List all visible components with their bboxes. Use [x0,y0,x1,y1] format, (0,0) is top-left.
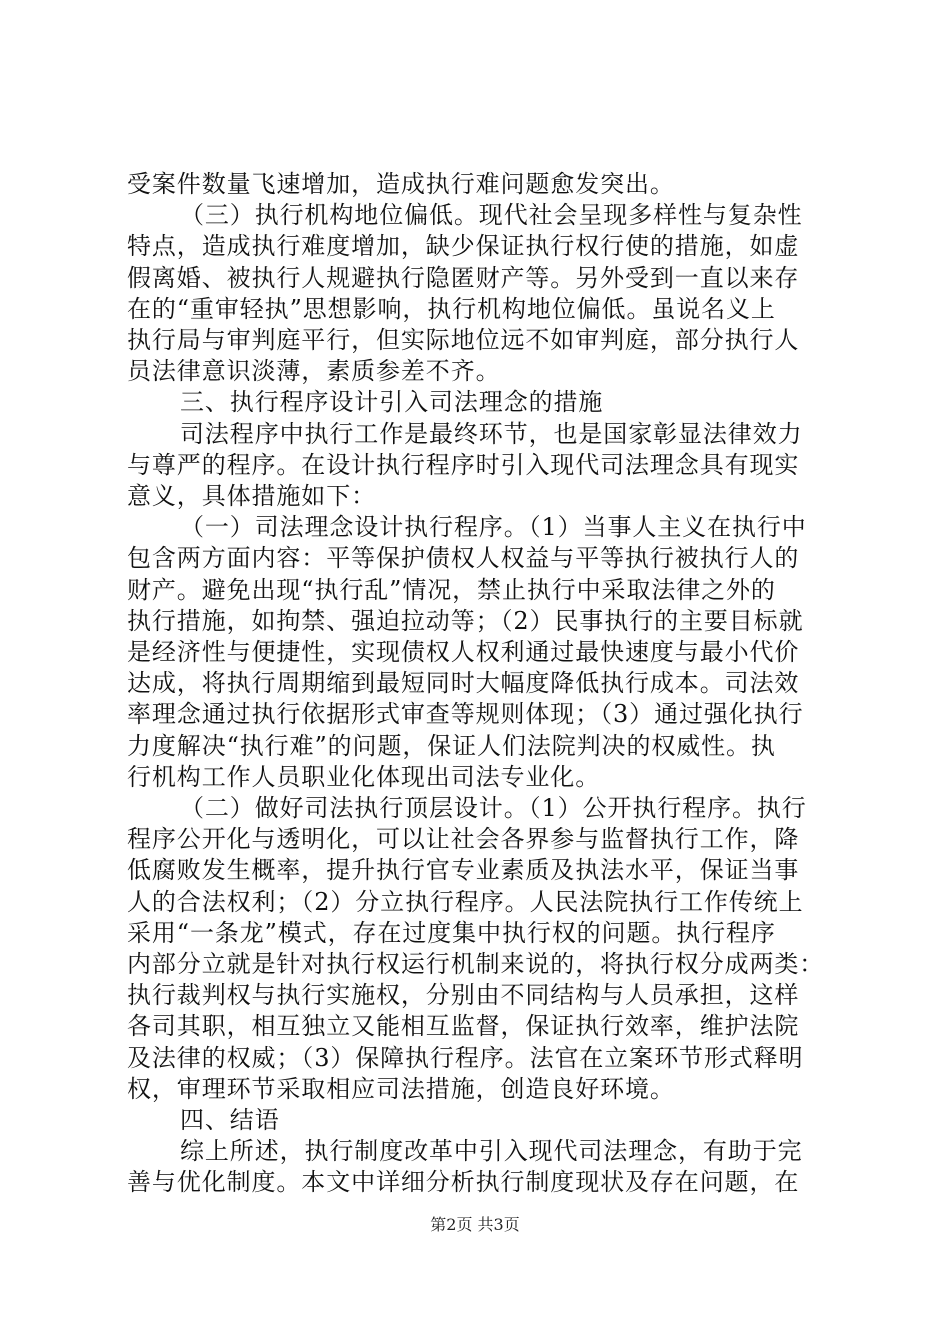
line-text: 是经济性与便捷性，实现债权人权利通过最快速度与最小代价 [127,638,800,666]
line-text: 司法程序中执行工作是最终环节，也是国家彰显法律效力 [180,419,803,448]
line-text: 包含两方面内容：平等保护债权人权益与平等执行被执行人的 [127,544,800,573]
line-text: 意义，具体措施如下： [127,482,376,510]
line-text: 内部分立就是针对执行权运行机制来说的，将执行权分成两类： [127,950,825,978]
line-text: 在的“重审轻执”思想影响，执行机构地位偏低。虽说名义上 [127,294,776,323]
line-text: 达成，将执行周期缩到最短同时大幅度降低执行成本。司法效 [127,669,800,698]
line-text: 财产。避免出现“执行乱”情况，禁止执行中采取法律之外的 [127,575,776,604]
line-text: 三、执行程序设计引入司法理念的措施 [180,388,604,417]
line-text: 各司其职，相互独立又能相互监督，保证执行效率，维护法院 [127,1012,800,1041]
line-text: 人的合法权利；（2）分立执行程序。人民法院执行工作传统上 [127,887,804,916]
text-line [0,1166,950,1202]
line-text: （二）做好司法执行顶层设计。（1）公开执行程序。执行 [180,794,807,822]
line-text: 低腐败发生概率，提升执行官专业素质及执法水平，保证当事 [127,856,800,885]
line-text: 及法律的权威；（3）保障执行程序。法官在立案环节形式释明 [127,1043,804,1072]
page-footer: 第2页 共3页 [430,1215,520,1234]
line-text: 善与优化制度。本文中详细分析执行制度现状及存在问题，在 [127,1168,800,1197]
line-text: 员法律意识淡薄，素质参差不齐。 [127,357,501,386]
line-text: 采用“一条龙”模式，存在过度集中执行权的问题。执行程序 [127,918,776,947]
line-text: 执行局与审判庭平行，但实际地位远不如审判庭，部分执行人 [127,326,800,354]
line-text: 行机构工作人员职业化体现出司法专业化。 [127,762,601,791]
line-text: 执行措施，如拘禁、强迫拉动等；（2）民事执行的主要目标就 [127,606,804,635]
line-text: 与尊严的程序。在设计执行程序时引入现代司法理念具有现实 [127,450,800,479]
line-text: 特点，造成执行难度增加，缺少保证执行权行使的措施，如虚 [127,232,800,261]
line-text: 综上所述，执行制度改革中引入现代司法理念，有助于完 [180,1137,803,1166]
line-text: （一）司法理念设计执行程序。（1）当事人主义在执行中 [180,513,807,542]
line-text: 力度解决“执行难”的问题，保证人们法院判决的权威性。执 [127,731,776,760]
line-text: 率理念通过执行依据形式审查等规则体现；（3）通过强化执行 [127,700,804,729]
line-text: 四、结语 [180,1106,280,1134]
line-text: 权，审理环节采取相应司法措施，创造良好环境。 [127,1074,675,1103]
line-text: 执行裁判权与执行实施权，分别由不同结构与人员承担，这样 [127,981,800,1010]
line-text: 假离婚、被执行人规避执行隐匿财产等。另外受到一直以来存 [127,263,800,292]
line-text: 受案件数量飞速增加，造成执行难问题愈发突出。 [127,170,675,198]
line-text: （三）执行机构地位偏低。现代社会呈现多样性与复杂性 [180,201,803,230]
line-text: 程序公开化与透明化，可以让社会各界参与监督执行工作，降 [127,825,800,854]
